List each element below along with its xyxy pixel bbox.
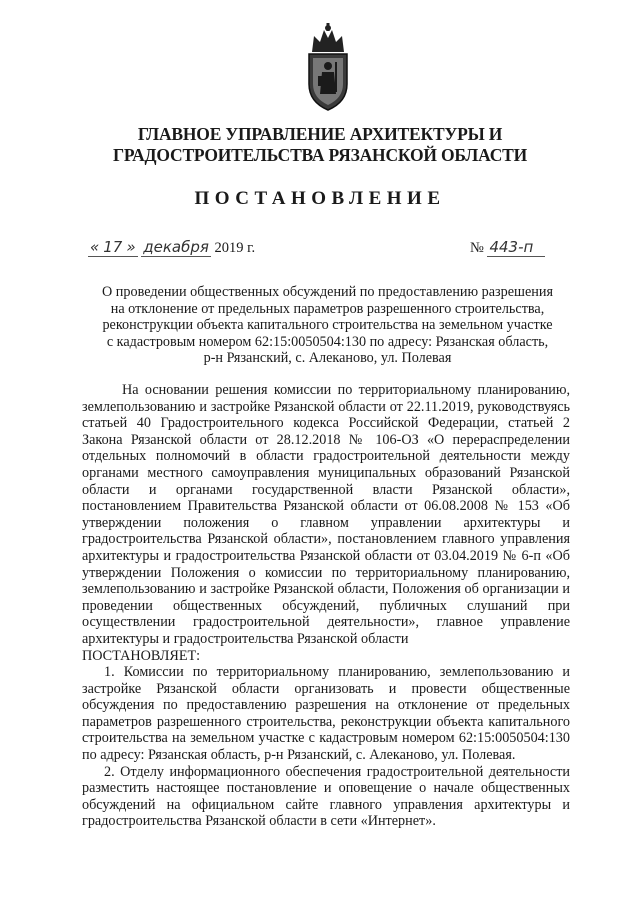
date-open-quote: « — [90, 238, 100, 256]
date-close-quote: » — [126, 238, 136, 256]
document-date — [88, 238, 255, 257]
item-2-paragraph: 2. Отделу информационного обеспечения градостроительной деятельности разместить настоящее постановление и оповещение о начале общественных обсуждений на официальном сайте главного управления архитектуры и градостроительства Рязанской области в сети «Интернет». — [82, 763, 570, 830]
document-type-heading: ПОСТАНОВЛЕНИЕ — [194, 188, 446, 209]
coat-of-arms-icon — [300, 22, 356, 112]
date-day: 17 — [103, 238, 123, 256]
resolves-label: ПОСТАНОВЛЯЕТ: — [82, 647, 201, 664]
document-body — [82, 382, 570, 830]
number-value: 443-п — [487, 238, 545, 257]
document-number — [470, 238, 545, 257]
item-1-paragraph: 1. Комиссии по территориальному планированию, землепользованию и застройке Рязанской области организовать и провести общественные обсуждения по предоставлению разрешения на отклонение от предельных параметров разрешенного строительства, реконструкции объекта капитального строительства на земельном участке с кадастровым номером 62:15:0050504:130 по адресу: Рязанская область, р-н Рязанский, с. Алеканово, ул. Полевая. — [82, 664, 570, 764]
preamble-paragraph: На основании решения комиссии по территориальному планированию, землепользованию и застройке Рязанской области от 22.11.2019, руководствуясь статьей 40 Градостроительного кодекса Российской Федерации, статьей 2 Закона Рязанской области от 28.12.2018 № 106-ОЗ «О перераспределении отдельных полномочий в области градостроительной деятельности между органами местного самоуправления муниципальных образований Рязанской области и органами государственной власти Рязанской области», постановлением Правительства Рязанской области от 06.08.2008 № 153 «Об утверждении положения о главном управлении архитектуры и градостроительства Рязанской области», постановлением главного управления архитектуры и градостроительства Рязанской области от 03.04.2019 № 6-п «Об утверждении Положения о комиссии по территориальному планированию, землепользованию и застройке Рязанской области, Положения об организации и проведении общественных обсуждений, публичных слушаний при осуществлении градостроительной деятельности», главное управление архитектуры и градостроительства Рязанской области — [82, 382, 570, 647]
date-month: декабря — [143, 238, 209, 256]
number-label: № — [470, 240, 484, 256]
date-year: 2019 г. — [214, 240, 256, 256]
organization-title: ГЛАВНОЕ УПРАВЛЕНИЕ АРХИТЕКТУРЫ И ГРАДОСТРОИТЕЛЬСТВА РЯЗАНСКОЙ ОБЛАСТИ — [112, 124, 528, 165]
document-subject: О проведении общественных обсуждений по предоставлению разрешения на отклонение от предельных параметров разрешенного строительства, реконструкции объекта капитального строительства на земельном участке с кадастровым номером 62:15:0050504:130 по адресу: Рязанская область, р-н Рязанский, с. Алеканово, ул. Полевая — [102, 284, 553, 367]
